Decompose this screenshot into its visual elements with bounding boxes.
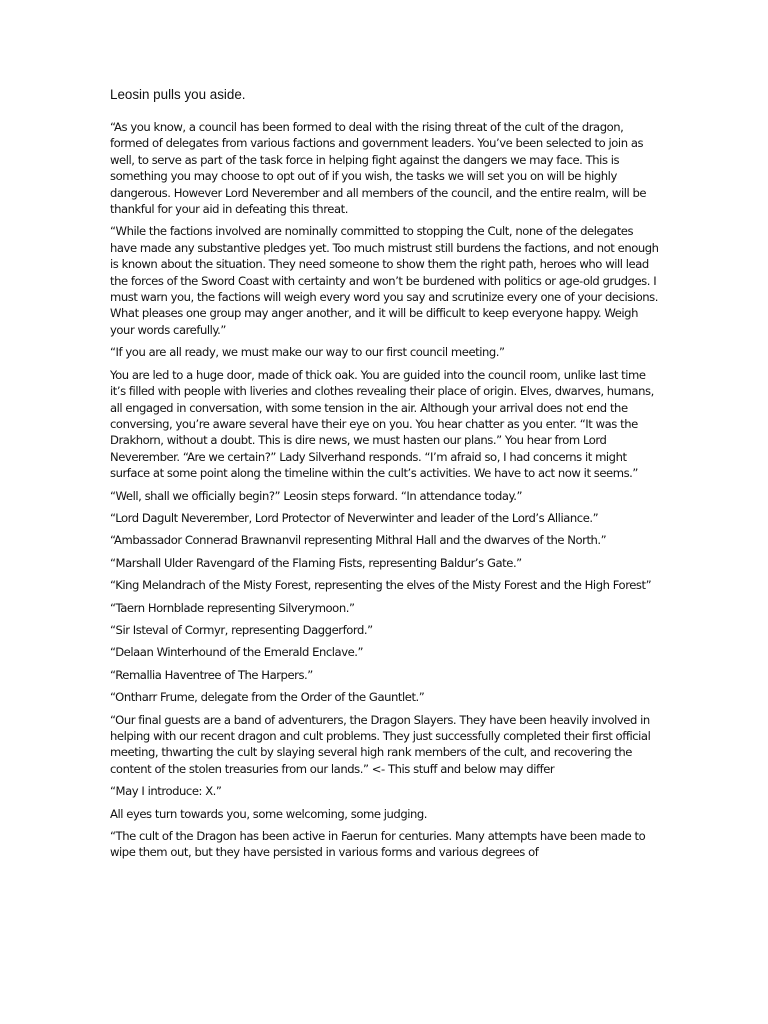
paragraph: “King Melandrach of the Misty Forest, representing the elves of the Misty Forest and the High Forest”: [110, 578, 652, 593]
document-page: [110, 0, 662, 1024]
paragraph: “Remallia Haventree of The Harpers.”: [110, 667, 313, 682]
paragraph: “Well, shall we officially begin?” Leosin steps forward. “In attendance today.”: [110, 488, 523, 503]
paragraph: “Sir Isteval of Cormyr, representing Daggerford.”: [110, 622, 373, 637]
paragraph: “As you know, a council has been formed to deal with the rising threat of the cult of the dragon, formed of delegates from various factions and government leaders. You’ve been selected to join as well, to serve as part of the task force in helping fight against the dangers we may face. This is something you may choose to opt out of if you wish, the tasks we will set you on will be highly dangerous. However Lord Neverember and all members of the council, and the entire realm, will be thankful for your aid in defeating this threat.: [110, 120, 647, 217]
paragraph: “The cult of the Dragon has been active in Faerun for centuries. Many attempts have been made to wipe them out, but they have persisted in various forms and various degrees of: [110, 829, 646, 860]
paragraph: “Lord Dagult Neverember, Lord Protector of Neverwinter and leader of the Lord’s Alliance.”: [110, 510, 599, 525]
paragraph: “Ontharr Frume, delegate from the Order of the Gauntlet.”: [110, 690, 425, 705]
paragraph: “While the factions involved are nominally committed to stopping the Cult, none of the delegates have made any substantive pledges yet. Too much mistrust still burdens the factions, and not enough is known about the situation. They need someone to show them the right path, heroes who will lead the forces of the Sword Coast with certainty and won’t be burdened with politics or age-old grudges. I must warn you, the factions will weigh every word you say and scrutinize every one of your decisions. What pleases one group may anger another, and it will be difficult to keep everyone happy. Weigh your words carefully.”: [110, 224, 659, 337]
document-body: [110, 119, 662, 867]
paragraph: “Taern Hornblade representing Silverymoon.”: [110, 600, 355, 615]
paragraph: “May I introduce: X.”: [110, 784, 222, 799]
paragraph: “Ambassador Connerad Brawnanvil representing Mithral Hall and the dwarves of the North.”: [110, 533, 607, 548]
paragraph: “Our final guests are a band of adventurers, the Dragon Slayers. They have been heavily involved in helping with our recent dragon and cult problems. They just successfully completed their first official meeting, thwarting the cult by slaying several high rank members of the cult, and recovering the content of the stolen treasuries from our lands.” <- This stuff and below may differ: [110, 712, 651, 776]
document-heading: Leosin pulls you aside.: [110, 87, 246, 102]
paragraph: You are led to a huge door, made of thick oak. You are guided into the council room, unlike last time it’s filled with people with liveries and clothes revealing their place of origin. Elves, dwarves, humans, all engaged in conversation, with some tension in the air. Although your arrival does not end the conversing, you’re aware several have their eye on you. You hear chatter as you enter. “It was the Drakhorn, without a doubt. This is dire news, we must hasten our plans.” You hear from Lord Neverember. “Are we certain?” Lady Silverhand responds. “I’m afraid so, I had concerns it might surface at some point along the timeline within the cult’s activities. We have to act now it seems.”: [110, 367, 654, 481]
paragraph: All eyes turn towards you, some welcoming, some judging.: [110, 806, 428, 821]
paragraph: “If you are all ready, we must make our way to our first council meeting.”: [110, 345, 505, 360]
paragraph: “Delaan Winterhound of the Emerald Enclave.”: [110, 645, 364, 660]
paragraph: “Marshall Ulder Ravengard of the Flaming Fists, representing Baldur’s Gate.”: [110, 555, 522, 570]
